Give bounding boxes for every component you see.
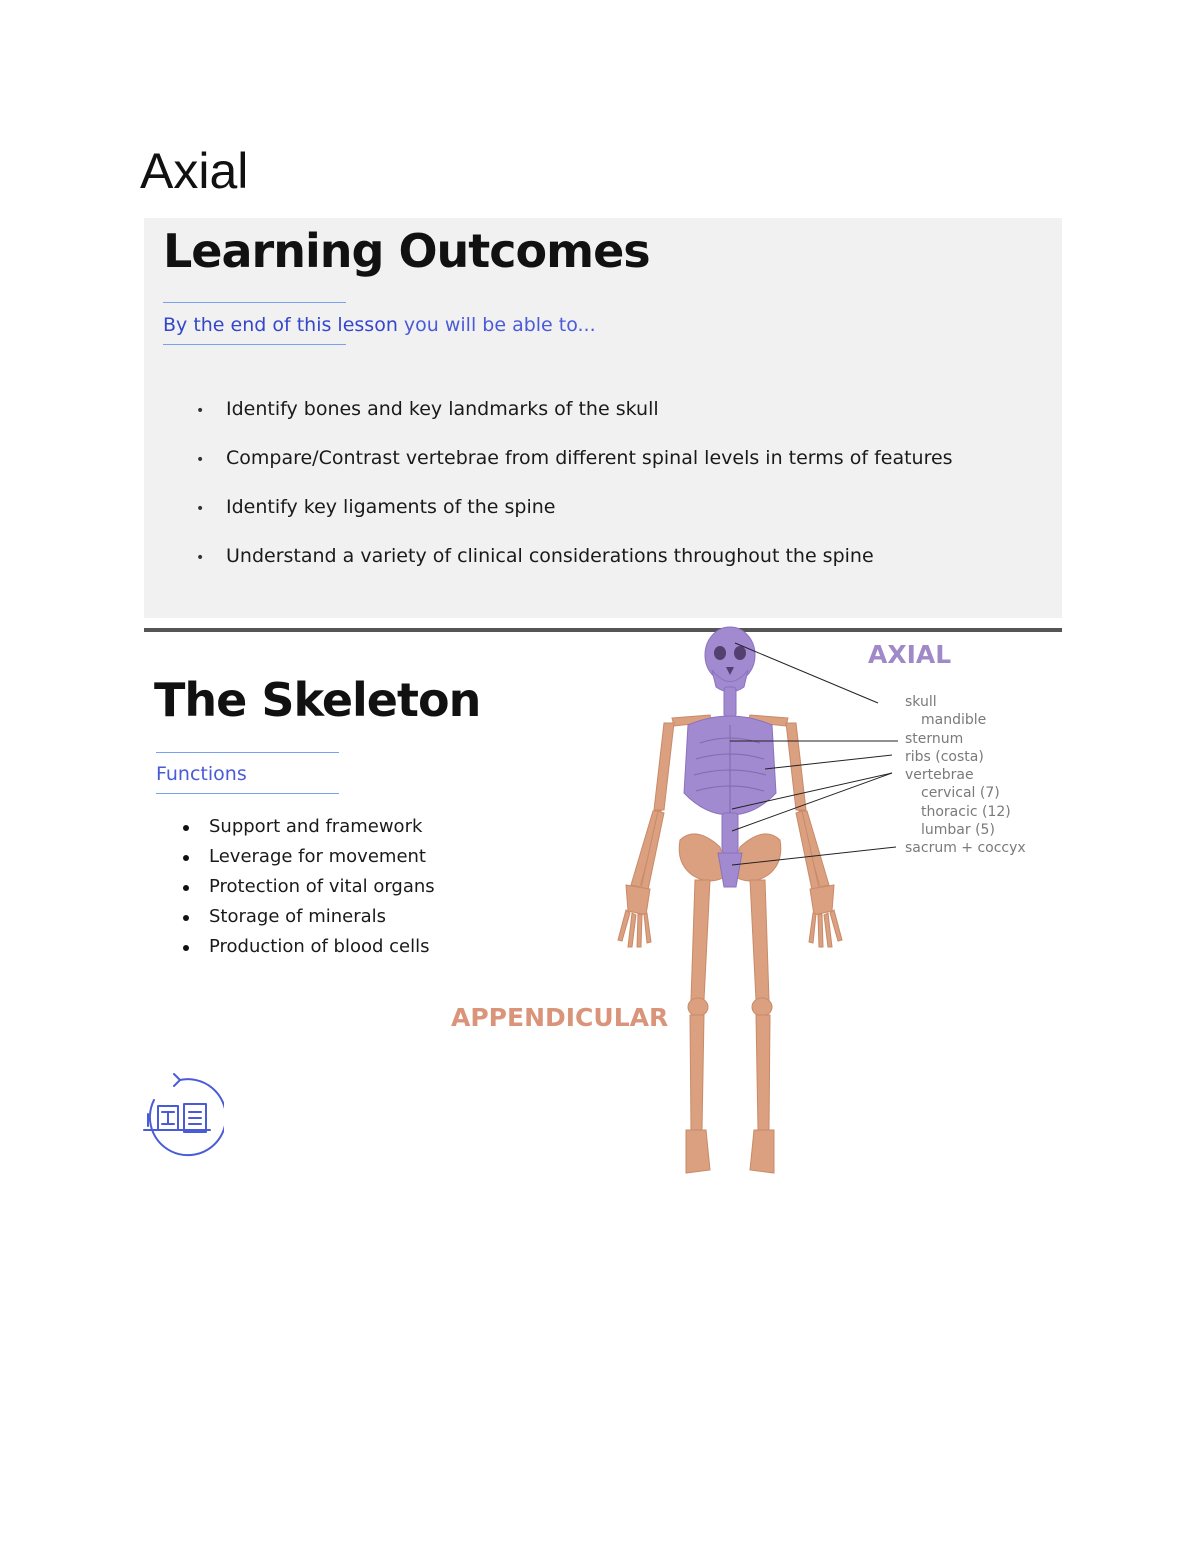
list-item: • Identify bones and key landmarks of the skull — [194, 398, 953, 447]
list-item: • Identify key ligaments of the spine — [194, 496, 953, 545]
bone-label-ribs: ribs (costa) — [905, 748, 984, 765]
functions-label: Functions — [156, 763, 247, 785]
list-item: • Compare/Contrast vertebrae from different spinal levels in terms of features — [194, 447, 953, 496]
functions-top-rule — [156, 752, 339, 753]
learning-outcomes-heading: Learning Outcomes — [163, 224, 650, 278]
subtitle-bottom-rule — [163, 344, 346, 345]
bone-label-sternum: sternum — [905, 730, 964, 747]
learning-outcomes-list — [194, 398, 953, 594]
bone-label-cervical: cervical (7) — [921, 785, 1000, 802]
review-document-icon — [140, 1070, 224, 1164]
bone-label-sacrum: sacrum + coccyx — [905, 840, 1026, 857]
list-item: Protection of vital organs — [183, 876, 435, 906]
list-item: Production of blood cells — [183, 936, 435, 966]
learning-outcomes-slide — [144, 218, 1062, 618]
appendicular-label: APPENDICULAR — [451, 1003, 669, 1032]
bone-labels — [905, 693, 1026, 858]
skeleton-heading: The Skeleton — [154, 673, 481, 727]
skeleton-illustration — [560, 625, 900, 1185]
page-title: Axial — [140, 143, 249, 199]
bone-label-vertebrae: vertebrae — [905, 767, 974, 784]
learning-outcomes-subtitle — [163, 314, 596, 336]
bone-label-skull: skull — [905, 694, 937, 710]
subtitle-rest: you will be able to... — [397, 314, 596, 336]
list-item: Leverage for movement — [183, 846, 435, 876]
functions-list — [183, 816, 435, 966]
list-item: Storage of minerals — [183, 906, 435, 936]
subtitle-strong: By the end of this lesson — [163, 314, 398, 336]
bone-label-lumbar: lumbar (5) — [921, 822, 995, 839]
bone-label-mandible: mandible — [921, 712, 987, 729]
subtitle-top-rule — [163, 302, 346, 303]
axial-label: AXIAL — [868, 640, 952, 669]
list-item: • Understand a variety of clinical considerations throughout the spine — [194, 545, 953, 594]
functions-bottom-rule — [156, 793, 339, 794]
list-item: Support and framework — [183, 816, 435, 846]
bone-label-thoracic: thoracic (12) — [921, 803, 1011, 820]
